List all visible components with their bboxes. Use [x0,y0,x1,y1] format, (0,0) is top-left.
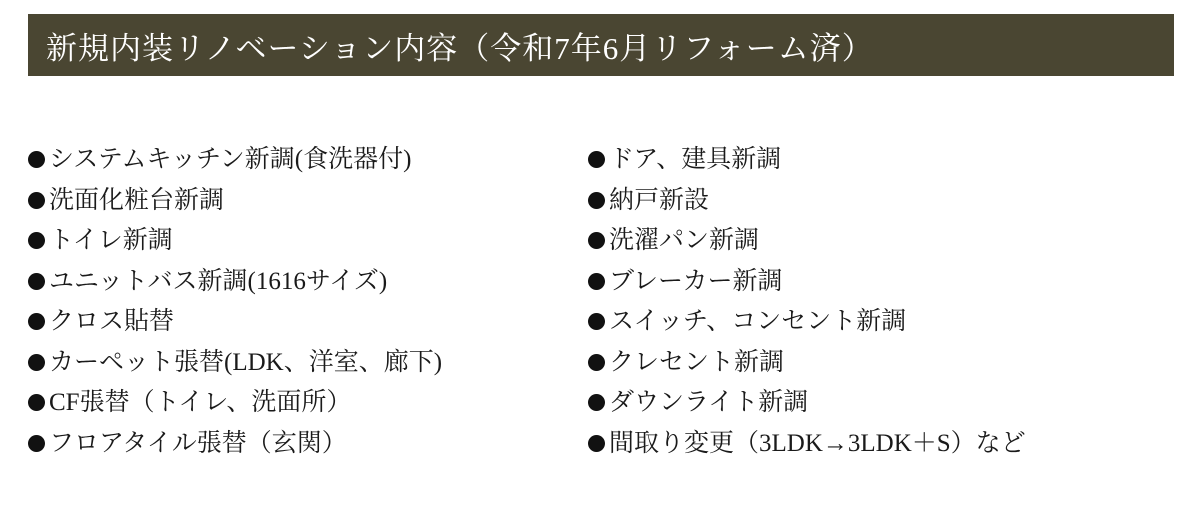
bullet-icon [28,151,45,168]
page-title: 新規内装リノベーション内容（令和7年6月リフォーム済） [46,30,874,66]
header-band [28,14,1174,76]
list-item-label: カーペット張替(LDK、洋室、廊下) [49,348,443,376]
list-item [28,383,588,424]
list-item-label: クレセント新調 [609,348,785,376]
list-item-label: フロアタイル張替（玄関） [49,429,347,457]
renovation-items-container [28,140,1178,464]
list-item-label: トイレ新調 [49,227,173,254]
bullet-icon [588,435,605,452]
list-item [28,302,588,343]
bullet-icon [588,273,605,290]
list-item-label: 洗濯パン新調 [609,227,760,254]
list-item-label: 納戸新設 [609,186,710,214]
list-item-label: CF張替（トイレ、洗面所） [49,389,352,416]
bullet-icon [28,354,45,371]
list-item-label: スイッチ、コンセント新調 [609,308,907,335]
list-item-label: ユニットバス新調(1616サイズ) [49,267,388,295]
bullet-icon [28,313,45,330]
list-item [28,140,588,181]
list-item [588,262,1168,303]
bullet-icon [588,354,605,371]
bullet-icon [588,313,605,330]
list-item [588,343,1168,384]
bullet-icon [588,151,605,168]
list-item [28,424,588,465]
list-item [588,383,1168,424]
list-item-label: クロス貼替 [49,308,175,335]
bullet-icon [28,435,45,452]
list-item [588,181,1168,222]
list-item [28,262,588,303]
bullet-icon [28,273,45,290]
bullet-icon [588,394,605,411]
list-item-label: ダウンライト新調 [609,389,809,416]
bullet-icon [588,232,605,249]
list-item [588,221,1168,262]
list-item [588,424,1168,465]
list-item [28,221,588,262]
list-item-label: ドア、建具新調 [609,146,782,173]
renovation-items-left-column [28,140,588,464]
list-item [28,181,588,222]
list-item [28,343,588,384]
list-item-label: システムキッチン新調(食洗器付) [49,146,412,173]
list-item [588,140,1168,181]
bullet-icon [588,192,605,209]
list-item-label: 間取り変更（3LDK→3LDK＋S）など [609,429,1026,457]
list-item-label: ブレーカー新調 [609,267,783,295]
bullet-icon [28,394,45,411]
list-item [588,302,1168,343]
bullet-icon [28,192,45,209]
bullet-icon [28,232,45,249]
list-item-label: 洗面化粧台新調 [49,186,225,214]
renovation-items-right-column [588,140,1168,464]
